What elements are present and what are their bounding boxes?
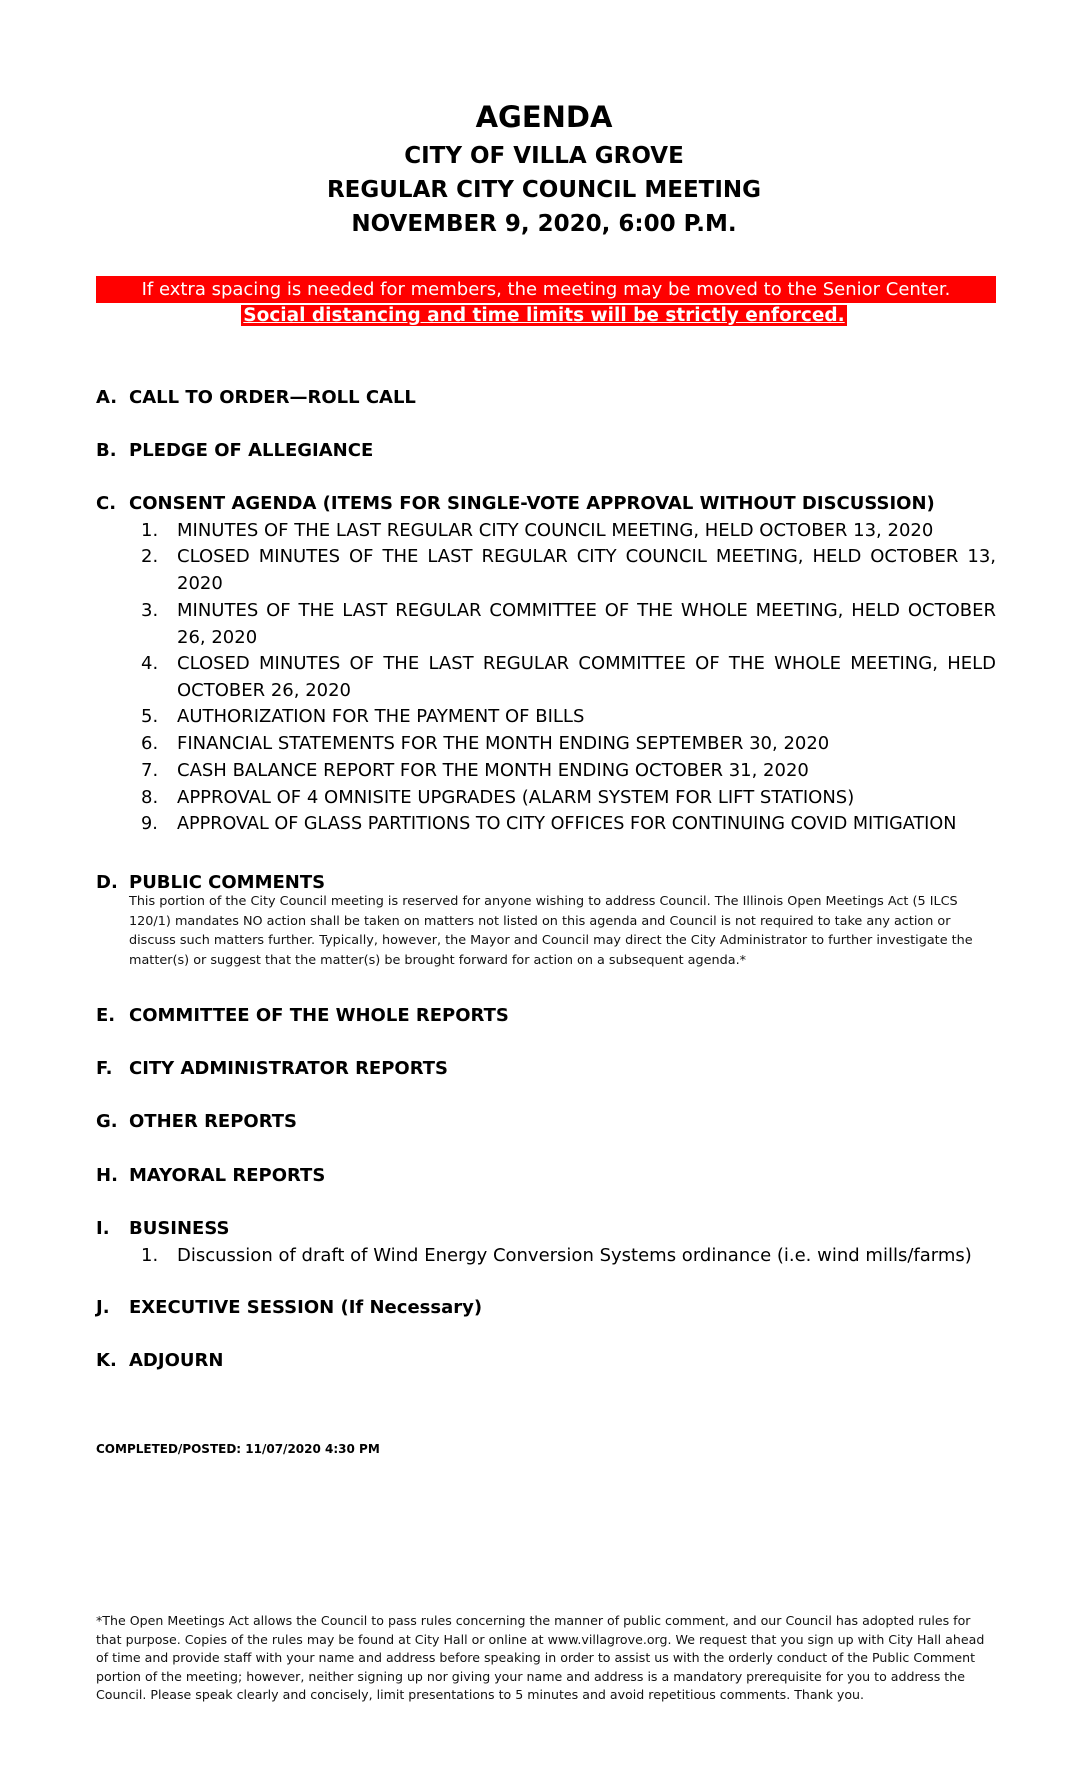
section-k <box>96 1349 223 1373</box>
notice-emphasis-text: Social distancing and time limits will be strictly enforced. <box>243 305 845 326</box>
consent-item <box>141 784 996 811</box>
item-text: APPROVAL OF 4 OMNISITE UPGRADES (ALARM SYSTEM FOR LIFT STATIONS) <box>177 787 855 808</box>
item-number: 2. <box>141 546 159 567</box>
section-letter: D. <box>96 872 118 893</box>
consent-item <box>141 757 996 784</box>
item-text: FINANCIAL STATEMENTS FOR THE MONTH ENDING SEPTEMBER 30, 2020 <box>177 733 830 754</box>
section-letter: E. <box>96 1005 116 1026</box>
section-title: CALL TO ORDER—ROLL CALL <box>129 387 416 408</box>
consent-item <box>141 650 996 704</box>
completed-posted: COMPLETED/POSTED: 11/07/2020 4:30 PM <box>96 1442 380 1456</box>
meeting-type: REGULAR CITY COUNCIL MEETING <box>326 177 762 203</box>
item-number: 4. <box>141 653 159 674</box>
section-letter: A. <box>96 387 118 408</box>
item-number: 9. <box>141 814 158 834</box>
section-f <box>96 1057 448 1081</box>
section-letter: C. <box>96 493 117 514</box>
agenda-title: AGENDA <box>475 100 613 134</box>
section-letter: K. <box>96 1350 117 1371</box>
item-text: MINUTES OF THE LAST REGULAR COMMITTEE OF THE WHOLE MEETING, HELD OCTOBER 26, 2020 <box>177 600 996 648</box>
section-b <box>96 439 373 463</box>
item-text: CASH BALANCE REPORT FOR THE MONTH ENDING OCTOBER 31, 2020 <box>177 760 809 781</box>
business-item <box>141 1242 996 1269</box>
section-i <box>96 1217 229 1241</box>
section-title: MAYORAL REPORTS <box>129 1165 326 1186</box>
item-text: CLOSED MINUTES OF THE LAST REGULAR COMMITTEE OF THE WHOLE MEETING, HELD OCTOBER 26, 2020 <box>177 653 996 701</box>
item-text: APPROVAL OF GLASS PARTITIONS TO CITY OFFICES FOR CONTINUING COVID MITIGATION <box>177 814 957 834</box>
section-letter: F. <box>96 1058 113 1079</box>
item-text: MINUTES OF THE LAST REGULAR CITY COUNCIL MEETING, HELD OCTOBER 13, 2020 <box>177 520 934 541</box>
section-title: BUSINESS <box>129 1218 230 1239</box>
notice-banner: If extra spacing is needed for members, the meeting may be moved to the Senior Center. <box>96 276 996 303</box>
section-a <box>96 386 416 410</box>
item-text: AUTHORIZATION FOR THE PAYMENT OF BILLS <box>177 706 585 727</box>
section-letter: J. <box>96 1297 110 1318</box>
section-h <box>96 1164 325 1188</box>
consent-item <box>141 597 996 651</box>
consent-item <box>141 703 996 730</box>
consent-item <box>141 543 996 597</box>
section-letter: B. <box>96 440 117 461</box>
item-number: 7. <box>141 760 159 781</box>
section-title: OTHER REPORTS <box>129 1111 298 1132</box>
section-title: EXECUTIVE SESSION (If Necessary) <box>129 1297 483 1318</box>
city-name: CITY OF VILLA GROVE <box>404 143 684 169</box>
item-number: 6. <box>141 733 159 754</box>
section-c <box>96 492 935 516</box>
footnote: *The Open Meetings Act allows the Council to pass rules concerning the manner of public comment, and our Council has adopted rules for that purpose. Copies of the rules may be found at City Hall or online at www.villagrove.org. We request that you sign up with City Hall ahead of time and provide staff with your name and address before speaking in order to assist us with the orderly conduct of the Public Comment portion of the meeting; however, neither signing up nor giving your name and address is a mandatory prerequisite for you to address the Council. Please speak clearly and concisely, limit presentations to 5 minutes and avoid repetitious comments. Thank you. <box>96 1613 985 1702</box>
consent-item <box>141 811 996 838</box>
item-text: CLOSED MINUTES OF THE LAST REGULAR CITY COUNCIL MEETING, HELD OCTOBER 13, 2020 <box>177 546 996 594</box>
section-title: ADJOURN <box>129 1350 224 1371</box>
item-number: 1. <box>141 520 159 541</box>
section-title: CONSENT AGENDA (ITEMS FOR SINGLE-VOTE APPROVAL WITHOUT DISCUSSION) <box>129 493 935 514</box>
consent-item <box>141 517 996 544</box>
section-title: PUBLIC COMMENTS <box>129 872 326 893</box>
section-title: CITY ADMINISTRATOR REPORTS <box>129 1058 449 1079</box>
section-letter: H. <box>96 1165 118 1186</box>
item-text: Discussion of draft of Wind Energy Conversion Systems ordinance (i.e. wind mills/farms) <box>177 1245 972 1266</box>
item-number: 3. <box>141 600 159 621</box>
notice-emphasis <box>0 303 1088 329</box>
section-letter: G. <box>96 1111 118 1132</box>
section-title: COMMITTEE OF THE WHOLE REPORTS <box>129 1005 509 1026</box>
item-number: 8. <box>141 787 159 808</box>
section-letter: I. <box>96 1218 110 1239</box>
item-number: 1. <box>141 1245 159 1266</box>
section-title: PLEDGE OF ALLEGIANCE <box>129 440 374 461</box>
public-comments-note: This portion of the City Council meeting is reserved for anyone wishing to address Council. The Illinois Open Meetings Act (5 ILCS 120/1) mandates NO action shall be taken on matters not listed on this agenda and Council is not required to take any action or discuss such matters further. Typically, however, the Mayor and Council may direct the City Administrator to further investigate the matter(s) or suggest that the matter(s) be brought forward for action on a subsequent agenda.* <box>129 894 973 968</box>
section-g <box>96 1110 297 1134</box>
item-number: 5. <box>141 706 159 727</box>
meeting-date: NOVEMBER 9, 2020, 6:00 P.M. <box>351 211 737 237</box>
section-e <box>96 1004 509 1028</box>
consent-item <box>141 730 996 757</box>
section-j <box>96 1296 482 1320</box>
